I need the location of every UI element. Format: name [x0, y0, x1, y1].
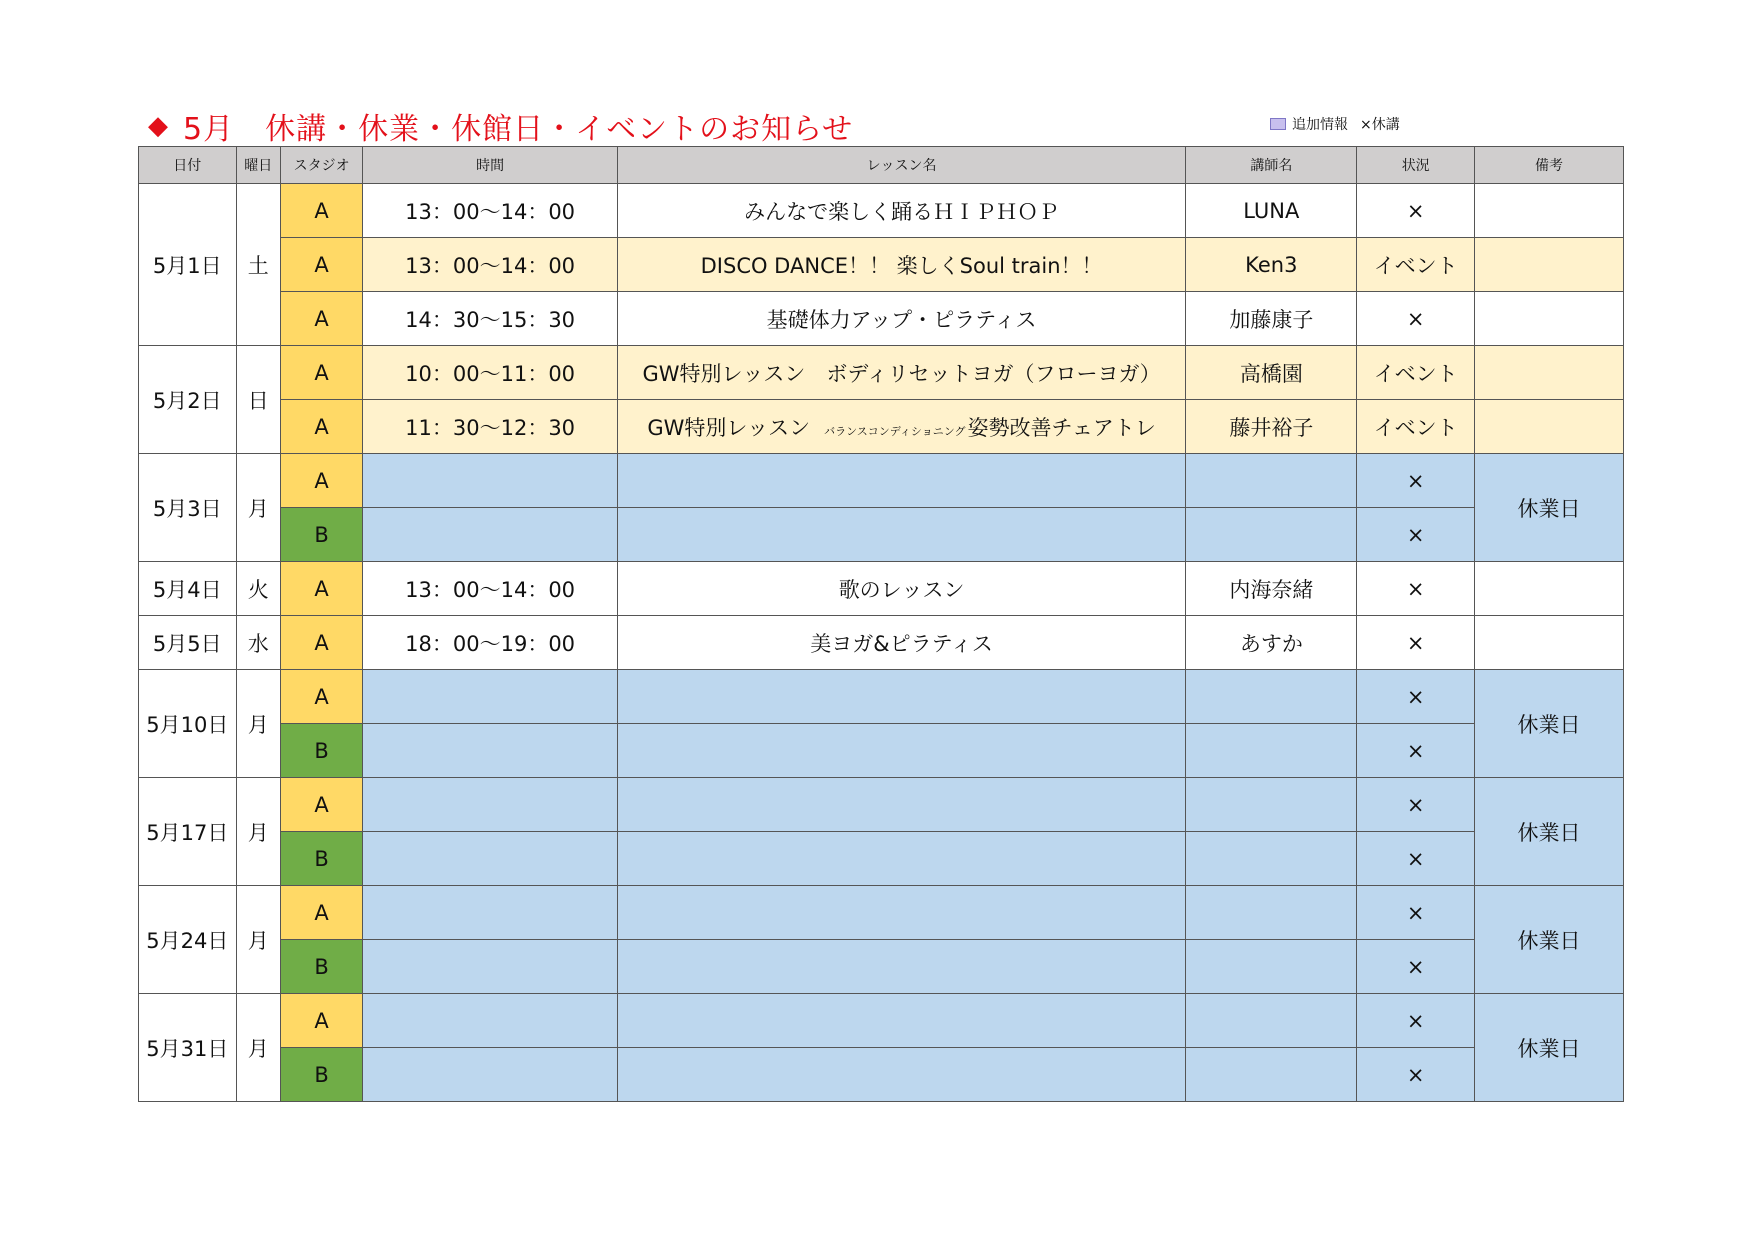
- table-header-row: [139, 147, 1624, 184]
- teacher-cell: [1186, 670, 1357, 724]
- lesson-cell: [617, 940, 1185, 994]
- date-cell: 5月10日: [139, 670, 237, 778]
- date-cell: 5月24日: [139, 886, 237, 994]
- time-cell: 18：00〜19：00: [363, 616, 618, 670]
- lesson-cell: [617, 724, 1185, 778]
- date-cell: 5月3日: [139, 454, 237, 562]
- lesson-cell: [617, 886, 1185, 940]
- time-cell: [363, 940, 618, 994]
- time-cell: 13：00〜14：00: [363, 184, 618, 238]
- status-cell: イベント: [1357, 346, 1475, 400]
- teacher-cell: [1186, 994, 1357, 1048]
- lesson-cell: [617, 832, 1185, 886]
- note-cell: 休業日: [1475, 994, 1624, 1102]
- note-cell: [1475, 184, 1624, 238]
- studio-cell: A: [280, 184, 363, 238]
- status-cell: ×: [1357, 670, 1475, 724]
- legend: [1270, 114, 1400, 134]
- dow-cell: 月: [236, 886, 280, 994]
- time-cell: [363, 670, 618, 724]
- teacher-cell: [1186, 454, 1357, 508]
- teacher-cell: LUNA: [1186, 184, 1357, 238]
- note-cell: [1475, 562, 1624, 616]
- date-cell: 5月17日: [139, 778, 237, 886]
- note-cell: [1475, 400, 1624, 454]
- note-cell: 休業日: [1475, 778, 1624, 886]
- time-cell: [363, 832, 618, 886]
- header-time: 時間: [363, 147, 618, 184]
- table-row: [139, 562, 1624, 616]
- table-row: [139, 184, 1624, 238]
- status-cell: ×: [1357, 508, 1475, 562]
- dow-cell: 日: [236, 346, 280, 454]
- lesson-cell: [617, 400, 1185, 454]
- studio-cell: A: [280, 292, 363, 346]
- studio-cell: A: [280, 400, 363, 454]
- time-cell: 13：00〜14：00: [363, 238, 618, 292]
- time-cell: [363, 508, 618, 562]
- table-row: [139, 670, 1624, 724]
- time-cell: 13：00〜14：00: [363, 562, 618, 616]
- lesson-cell: 美ヨガ&ピラティス: [617, 616, 1185, 670]
- studio-cell: A: [280, 562, 363, 616]
- teacher-cell: 藤井裕子: [1186, 400, 1357, 454]
- teacher-cell: 加藤康子: [1186, 292, 1357, 346]
- time-cell: [363, 454, 618, 508]
- note-cell: 休業日: [1475, 454, 1624, 562]
- status-cell: イベント: [1357, 238, 1475, 292]
- table-row: [139, 940, 1624, 994]
- table-row: [139, 400, 1624, 454]
- lesson-cell: みんなで楽しく踊るＨＩＰＨＯＰ: [617, 184, 1185, 238]
- lesson-cell: [617, 994, 1185, 1048]
- studio-cell: A: [280, 346, 363, 400]
- table-row: [139, 724, 1624, 778]
- lesson-sub: バランスコンディショニング: [824, 424, 966, 438]
- note-cell: 休業日: [1475, 886, 1624, 994]
- schedule-table: [138, 146, 1624, 1102]
- table-row: [139, 616, 1624, 670]
- studio-cell: B: [280, 1048, 363, 1102]
- studio-cell: A: [280, 454, 363, 508]
- studio-cell: B: [280, 832, 363, 886]
- header-dow: 曜日: [236, 147, 280, 184]
- table-row: [139, 454, 1624, 508]
- lesson-cell: 歌のレッスン: [617, 562, 1185, 616]
- date-cell: 5月1日: [139, 184, 237, 346]
- date-cell: 5月4日: [139, 562, 237, 616]
- table-row: [139, 238, 1624, 292]
- date-cell: 5月31日: [139, 994, 237, 1102]
- note-cell: [1475, 346, 1624, 400]
- lesson-cell: 基礎体力アップ・ピラティス: [617, 292, 1185, 346]
- teacher-cell: あすか: [1186, 616, 1357, 670]
- teacher-cell: [1186, 886, 1357, 940]
- table-row: [139, 832, 1624, 886]
- table-row: [139, 778, 1624, 832]
- dow-cell: 月: [236, 454, 280, 562]
- studio-cell: A: [280, 238, 363, 292]
- teacher-cell: [1186, 724, 1357, 778]
- header-teacher: 講師名: [1186, 147, 1357, 184]
- studio-cell: A: [280, 616, 363, 670]
- legend-cancel-label: ×休講: [1360, 117, 1400, 133]
- lesson-cell: [617, 778, 1185, 832]
- table-row: [139, 886, 1624, 940]
- dow-cell: 月: [236, 670, 280, 778]
- header-studio: スタジオ: [280, 147, 363, 184]
- status-cell: ×: [1357, 454, 1475, 508]
- time-cell: [363, 724, 618, 778]
- dow-cell: 水: [236, 616, 280, 670]
- teacher-cell: [1186, 940, 1357, 994]
- dow-cell: 土: [236, 184, 280, 346]
- date-cell: 5月5日: [139, 616, 237, 670]
- page-title-text: 5月 休講・休業・休館日・イベントのお知らせ: [183, 112, 854, 147]
- status-cell: ×: [1357, 994, 1475, 1048]
- teacher-cell: [1186, 508, 1357, 562]
- time-cell: [363, 886, 618, 940]
- status-cell: ×: [1357, 616, 1475, 670]
- note-cell: 休業日: [1475, 670, 1624, 778]
- status-cell: ×: [1357, 886, 1475, 940]
- table-row: [139, 994, 1624, 1048]
- studio-cell: B: [280, 508, 363, 562]
- diamond-icon: ◆: [148, 111, 169, 141]
- header-status: 状況: [1357, 147, 1475, 184]
- status-cell: ×: [1357, 562, 1475, 616]
- table-row: [139, 1048, 1624, 1102]
- time-cell: [363, 778, 618, 832]
- note-cell: [1475, 238, 1624, 292]
- status-cell: ×: [1357, 940, 1475, 994]
- table-row: [139, 508, 1624, 562]
- lesson-cell: [617, 508, 1185, 562]
- note-cell: [1475, 616, 1624, 670]
- lesson-cell: GW特別レッスン ボディリセットヨガ（フローヨガ）: [617, 346, 1185, 400]
- status-cell: イベント: [1357, 400, 1475, 454]
- studio-cell: A: [280, 778, 363, 832]
- studio-cell: B: [280, 940, 363, 994]
- teacher-cell: 内海奈緒: [1186, 562, 1357, 616]
- time-cell: 11：30〜12：30: [363, 400, 618, 454]
- status-cell: ×: [1357, 724, 1475, 778]
- dow-cell: 月: [236, 778, 280, 886]
- legend-added-label: 追加情報: [1292, 117, 1348, 133]
- header-lesson: レッスン名: [617, 147, 1185, 184]
- teacher-cell: 高橋園: [1186, 346, 1357, 400]
- table-row: [139, 292, 1624, 346]
- time-cell: 10：00〜11：00: [363, 346, 618, 400]
- lesson-cell: [617, 1048, 1185, 1102]
- status-cell: ×: [1357, 832, 1475, 886]
- lesson-tail: 姿勢改善チェアトレ: [967, 415, 1156, 440]
- table-row: [139, 346, 1624, 400]
- lesson-cell: DISCO DANCE！！ 楽しくSoul train！！: [617, 238, 1185, 292]
- lesson-cell: [617, 454, 1185, 508]
- page-title: [148, 104, 853, 148]
- lesson-main: GW特別レッスン: [647, 415, 811, 440]
- time-cell: [363, 1048, 618, 1102]
- status-cell: ×: [1357, 292, 1475, 346]
- time-cell: [363, 994, 618, 1048]
- studio-cell: B: [280, 724, 363, 778]
- date-cell: 5月2日: [139, 346, 237, 454]
- teacher-cell: [1186, 832, 1357, 886]
- studio-cell: A: [280, 994, 363, 1048]
- legend-swatch: [1270, 118, 1286, 130]
- teacher-cell: [1186, 1048, 1357, 1102]
- dow-cell: 火: [236, 562, 280, 616]
- dow-cell: 月: [236, 994, 280, 1102]
- studio-cell: A: [280, 670, 363, 724]
- time-cell: 14：30〜15：30: [363, 292, 618, 346]
- teacher-cell: [1186, 778, 1357, 832]
- lesson-cell: [617, 670, 1185, 724]
- header-date: 日付: [139, 147, 237, 184]
- note-cell: [1475, 292, 1624, 346]
- header-note: 備考: [1475, 147, 1624, 184]
- status-cell: ×: [1357, 184, 1475, 238]
- teacher-cell: Ken3: [1186, 238, 1357, 292]
- studio-cell: A: [280, 886, 363, 940]
- status-cell: ×: [1357, 778, 1475, 832]
- status-cell: ×: [1357, 1048, 1475, 1102]
